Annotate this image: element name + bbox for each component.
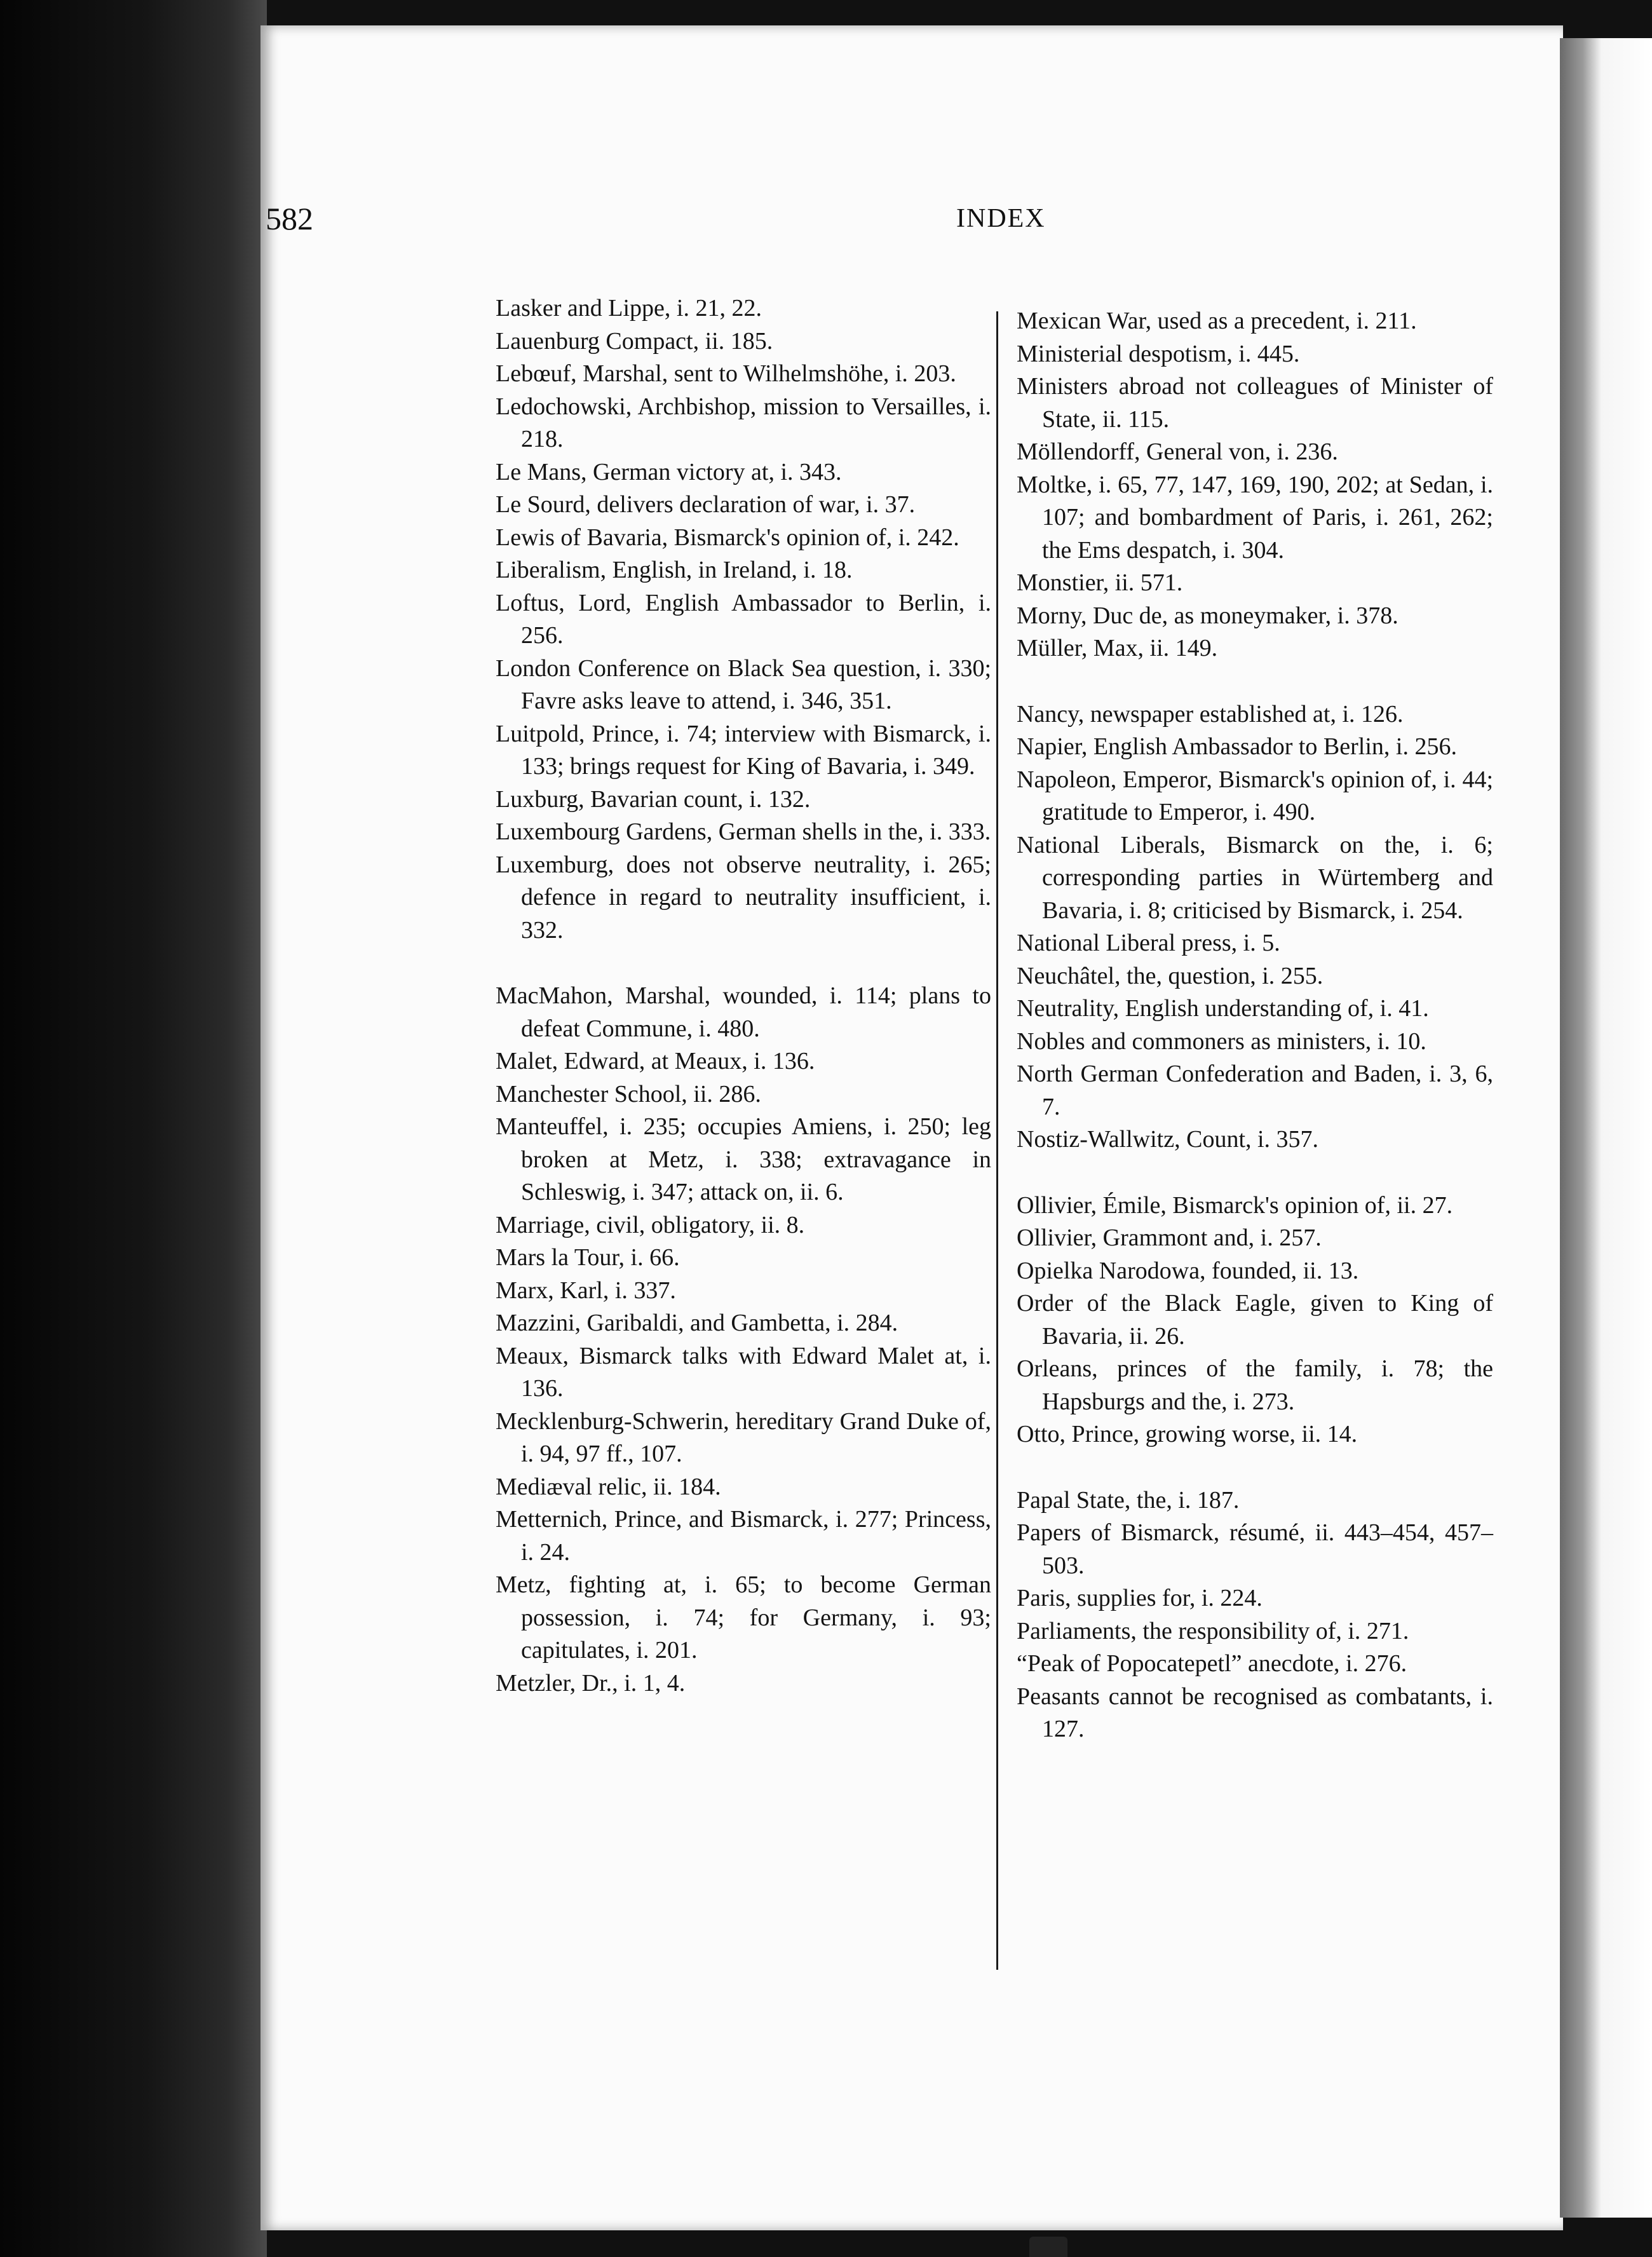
- index-entry: Loftus, Lord, English Ambassador to Berlin, i. 256.: [496, 589, 991, 649]
- index-entry: Monstier, ii. 571.: [1017, 569, 1183, 596]
- index-entry: Metternich, Prince, and Bismarck, i. 277; Princess, i. 24.: [496, 1506, 991, 1566]
- index-entry: Möllendorff, General von, i. 236.: [1017, 438, 1338, 465]
- index-entry: Luitpold, Prince, i. 74; interview with Bismarck, i. 133; brings request for King of Bavaria, i. 349.: [496, 720, 991, 780]
- index-entry: Le Sourd, delivers declaration of war, i. 37.: [496, 491, 916, 518]
- index-entry: Ministerial despotism, i. 445.: [1017, 340, 1300, 367]
- index-entry: Liberalism, English, in Ireland, i. 18.: [496, 557, 853, 583]
- index-entry: Order of the Black Eagle, given to King of Bavaria, ii. 26.: [1017, 1290, 1493, 1350]
- index-entry: Peasants cannot be recognised as combatants, i. 127.: [1017, 1683, 1493, 1742]
- index-entry: Neutrality, English understanding of, i. 41.: [1017, 995, 1429, 1022]
- index-entry: Lebœuf, Marshal, sent to Wilhelmshöhe, i. 203.: [496, 360, 956, 387]
- letter-section-gap: [496, 947, 991, 980]
- index-entry: Manchester School, ii. 286.: [496, 1080, 761, 1108]
- index-entry: Müller, Max, ii. 149.: [1017, 635, 1218, 661]
- index-entry: North German Confederation and Baden, i. 3, 6, 7.: [1017, 1061, 1493, 1120]
- index-column-right: [1017, 305, 1493, 1746]
- index-entry: Mecklenburg-Schwerin, hereditary Grand Duke of, i. 94, 97 ff., 107.: [496, 1407, 991, 1467]
- index-entry: National Liberal press, i. 5.: [1017, 930, 1280, 956]
- index-entry: Nostiz-Wallwitz, Count, i. 357.: [1017, 1126, 1319, 1153]
- index-entry: Opielka Narodowa, founded, ii. 13.: [1017, 1257, 1359, 1284]
- index-entry: Metzler, Dr., i. 1, 4.: [496, 1669, 686, 1697]
- next-page-edge: [1560, 38, 1652, 2218]
- index-entry: Ollivier, Émile, Bismarck's opinion of, ii. 27.: [1017, 1191, 1453, 1219]
- index-entry: Luxburg, Bavarian count, i. 132.: [496, 785, 811, 813]
- index-entry: Parliaments, the responsibility of, i. 271.: [1017, 1617, 1409, 1644]
- index-entry: Malet, Edward, at Meaux, i. 136.: [496, 1048, 815, 1074]
- book-gutter: [0, 0, 267, 2257]
- index-entry: Otto, Prince, growing worse, ii. 14.: [1017, 1421, 1358, 1447]
- index-entry: Luxemburg, does not observe neutrality, i. 265; defence in regard to neutrality insufficient, i. 332.: [496, 851, 991, 944]
- index-entry: Ollivier, Grammont and, i. 257.: [1017, 1224, 1322, 1251]
- index-entry: Mediæval relic, ii. 184.: [496, 1473, 721, 1500]
- index-entry: Morny, Duc de, as moneymaker, i. 378.: [1017, 602, 1398, 629]
- index-entry: “Peak of Popocatepetl” anecdote, i. 276.: [1017, 1650, 1407, 1677]
- index-entry: Ledochowski, Archbishop, mission to Versailles, i. 218.: [496, 393, 991, 452]
- index-entry: Mazzini, Garibaldi, and Gambetta, i. 284.: [496, 1310, 898, 1336]
- index-entry: Napier, English Ambassador to Berlin, i. 256.: [1017, 733, 1457, 760]
- letter-section-gap: [1017, 1451, 1493, 1484]
- index-entry: Neuchâtel, the, question, i. 255.: [1017, 962, 1324, 989]
- index-entry: Papers of Bismarck, résumé, ii. 443–454, 457–503.: [1017, 1519, 1493, 1579]
- index-entry: Nancy, newspaper established at, i. 126.: [1017, 700, 1404, 728]
- running-head: INDEX: [956, 204, 1046, 233]
- index-entry: Orleans, princes of the family, i. 78; the Hapsburgs and the, i. 273.: [1017, 1355, 1493, 1415]
- column-divider: [996, 311, 998, 1970]
- index-entry: Mexican War, used as a precedent, i. 211.: [1017, 308, 1417, 334]
- index-entry: Napoleon, Emperor, Bismarck's opinion of, i. 44; gratitude to Emperor, i. 490.: [1017, 766, 1493, 825]
- page-bottom-mark: [1029, 2237, 1067, 2257]
- index-entry: Papal State, the, i. 187.: [1017, 1486, 1240, 1514]
- index-entry: Lasker and Lippe, i. 21, 22.: [496, 295, 762, 322]
- letter-section-gap: [1017, 665, 1493, 698]
- index-entry: Nobles and commoners as ministers, i. 10.: [1017, 1027, 1426, 1055]
- index-entry: National Liberals, Bismarck on the, i. 6; corresponding parties in Würtemberg and Bavaria, i. 8; criticised by Bismarck, i. 254.: [1017, 831, 1493, 924]
- index-entry: Le Mans, German victory at, i. 343.: [496, 458, 842, 485]
- index-column-left: [496, 292, 991, 1700]
- index-entry: Mars la Tour, i. 66.: [496, 1244, 680, 1271]
- index-entry: MacMahon, Marshal, wounded, i. 114; plans to defeat Commune, i. 480.: [496, 982, 991, 1042]
- index-entry: Lewis of Bavaria, Bismarck's opinion of, i. 242.: [496, 524, 959, 551]
- index-entry: Marx, Karl, i. 337.: [496, 1277, 676, 1304]
- index-entry: Moltke, i. 65, 77, 147, 169, 190, 202; at Sedan, i. 107; and bombardment of Paris, i. 261, 262; the Ems despatch, i. 304.: [1017, 471, 1493, 564]
- index-entry: London Conference on Black Sea question, i. 330; Favre asks leave to attend, i. 346, 351.: [496, 654, 991, 714]
- index-entry: Lauenburg Compact, ii. 185.: [496, 327, 773, 355]
- index-entry: Luxembourg Gardens, German shells in the, i. 333.: [496, 818, 991, 845]
- index-entry: Paris, supplies for, i. 224.: [1017, 1585, 1263, 1611]
- letter-section-gap: [1017, 1156, 1493, 1190]
- index-entry: Marriage, civil, obligatory, ii. 8.: [496, 1211, 805, 1238]
- index-entry: Meaux, Bismarck talks with Edward Malet at, i. 136.: [496, 1342, 991, 1402]
- index-entry: Ministers abroad not colleagues of Minister of State, ii. 115.: [1017, 373, 1493, 433]
- page-number: 582: [266, 201, 313, 236]
- index-entry: Manteuffel, i. 235; occupies Amiens, i. 250; leg broken at Metz, i. 338; extravagance in Schleswig, i. 347; attack on, ii. 6.: [496, 1113, 991, 1205]
- index-entry: Metz, fighting at, i. 65; to become German possession, i. 74; for Germany, i. 93; capitulates, i. 201.: [496, 1571, 991, 1664]
